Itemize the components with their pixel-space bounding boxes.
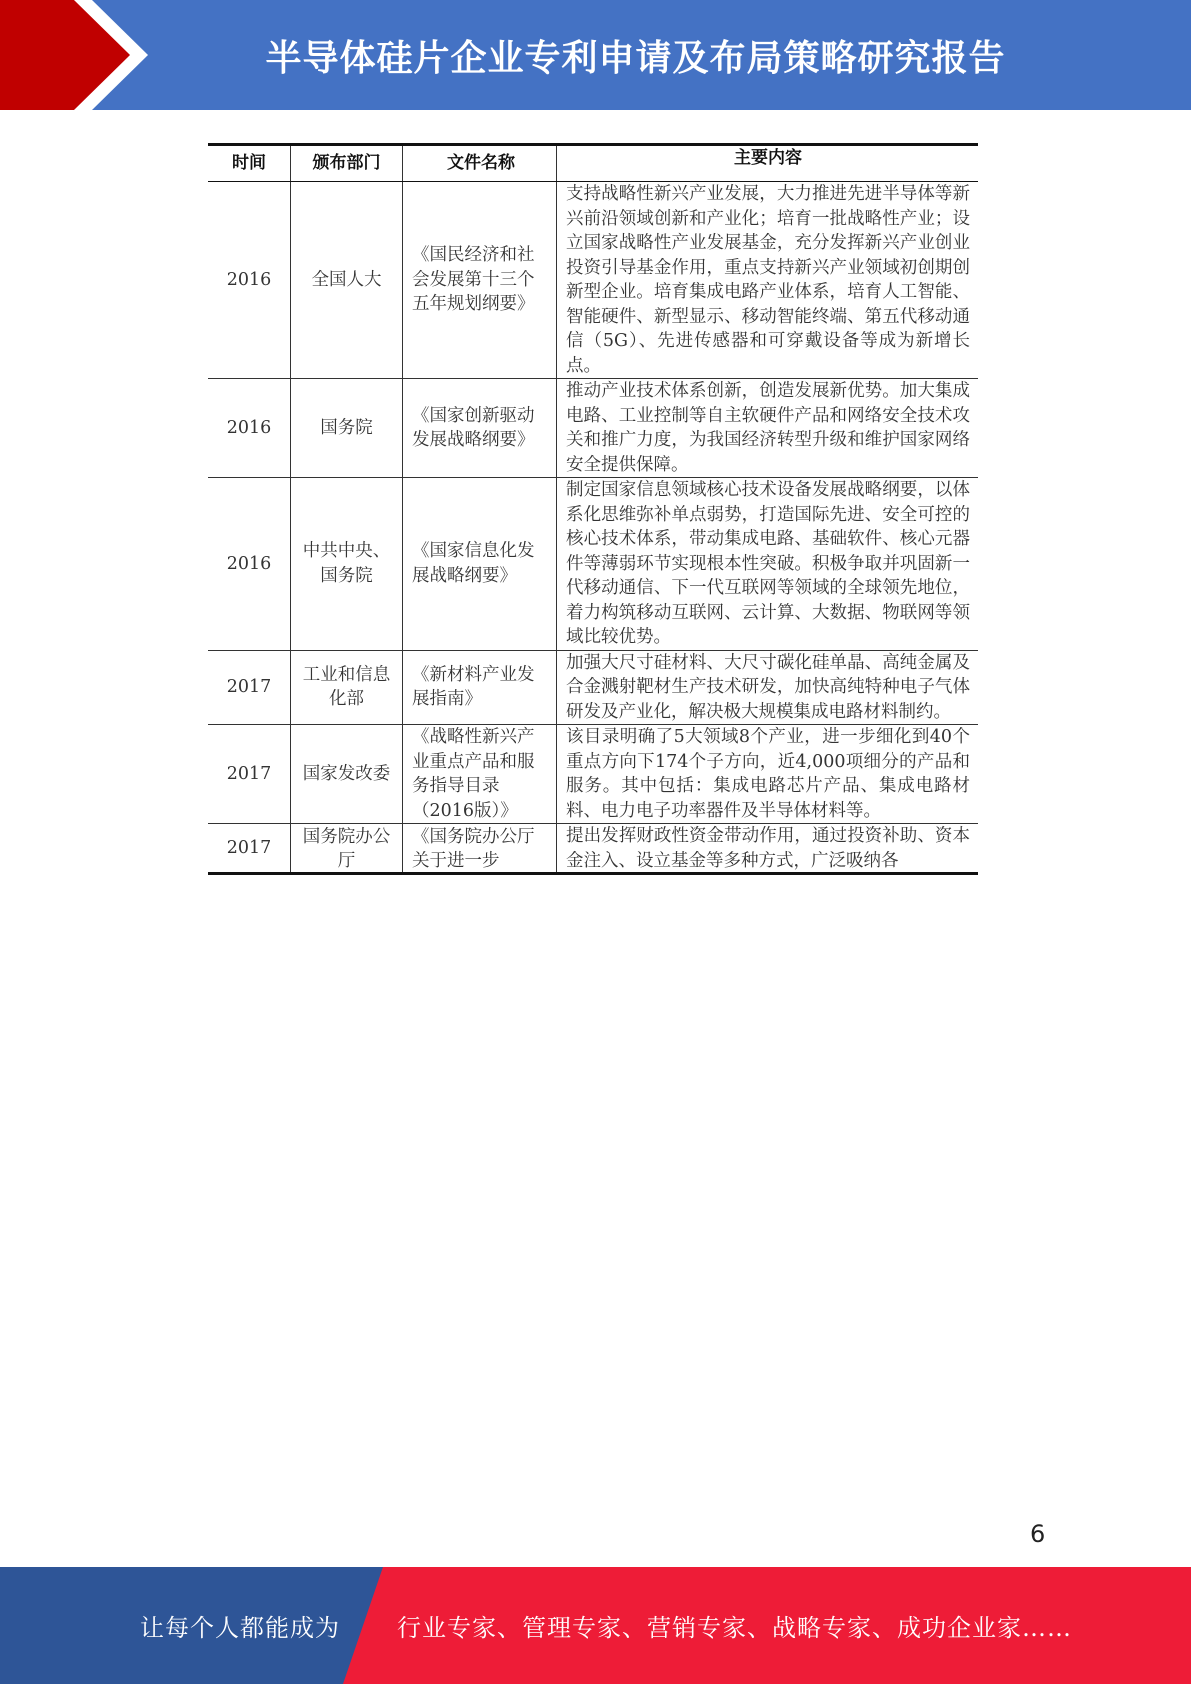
row-content-text: 提出发挥财政性资金带动作用，通过投资补助、资本金注入、设立基金等多种方式，广泛吸纳各	[566, 826, 970, 871]
row-document	[403, 824, 557, 874]
row-year: 2017	[208, 725, 291, 824]
row-department	[291, 824, 403, 874]
report-title: 半导体硅片企业专利申请及布局策略研究报告	[265, 37, 1006, 79]
table-row	[208, 650, 978, 725]
row-content: 该目录明确了5大领域8个产业，进一步细化到40个重点方向下174个子方向，近4,000项细分的产品和服务。其中包括：集成电路芯片产品、集成电路材料、电力电子功率器件及半导体材料等。	[557, 725, 979, 824]
row-year: 2016	[208, 478, 291, 651]
policy-table	[208, 143, 978, 875]
page-number: 6	[1030, 1520, 1046, 1548]
table-row	[208, 182, 978, 379]
footer-banner	[0, 1567, 1191, 1684]
table-row	[208, 824, 978, 874]
row-year: 2016	[208, 379, 291, 478]
header-time: 时间	[208, 145, 291, 182]
row-department: 国家发改委	[291, 725, 403, 824]
header-content: 主要内容	[557, 145, 979, 182]
row-document: 《新材料产业发展指南》	[403, 650, 557, 725]
header-banner	[0, 0, 1191, 110]
row-department: 国务院	[291, 379, 403, 478]
row-document: 《战略性新兴产业重点产品和服务指导目录（2016版）》	[403, 725, 557, 824]
footer-slogan-right: 行业专家、管理专家、营销专家、战略专家、成功企业家……	[397, 1614, 1072, 1642]
row-document: 《国家信息化发展战略纲要》	[403, 478, 557, 651]
row-document-text: 《国务院办公厅关于进一步	[412, 826, 535, 871]
row-year: 2016	[208, 182, 291, 379]
row-content: 支持战略性新兴产业发展，大力推进先进半导体等新兴前沿领域创新和产业化；培育一批战略性产业；设立国家战略性产业发展基金，充分发挥新兴产业创业投资引导基金作用，重点支持新兴产业领域初创期创新型企业。培育集成电路产业体系，培育人工智能、智能硬件、新型显示、移动智能终端、第五代移动通信（5G）、先进传感器和可穿戴设备等成为新增长点。	[557, 182, 979, 379]
row-content	[557, 824, 979, 874]
row-department: 工业和信息化部	[291, 650, 403, 725]
footer-slogan-left: 让每个人都能成为	[140, 1614, 340, 1642]
table-header-row	[208, 145, 978, 182]
header-document: 文件名称	[403, 145, 557, 182]
row-content: 推动产业技术体系创新，创造发展新优势。加大集成电路、工业控制等自主软硬件产品和网络安全技术攻关和推广力度，为我国经济转型升级和维护国家网络安全提供保障。	[557, 379, 979, 478]
row-content: 加强大尺寸硅材料、大尺寸碳化硅单晶、高纯金属及合金溅射靶材生产技术研发，加快高纯特种电子气体研发及产业化，解决极大规模集成电路材料制约。	[557, 650, 979, 725]
table-row	[208, 478, 978, 651]
header-department: 颁布部门	[291, 145, 403, 182]
row-year: 2017	[208, 650, 291, 725]
table-row	[208, 379, 978, 478]
row-department: 全国人大	[291, 182, 403, 379]
row-document: 《国家创新驱动发展战略纲要》	[403, 379, 557, 478]
row-content: 制定国家信息领域核心技术设备发展战略纲要，以体系化思维弥补单点弱势，打造国际先进、安全可控的核心技术体系，带动集成电路、基础软件、核心元器件等薄弱环节实现根本性突破。积极争取并巩固新一代移动通信、下一代互联网等领域的全球领先地位，着力构筑移动互联网、云计算、大数据、物联网等领域比较优势。	[557, 478, 979, 651]
row-department: 中共中央、国务院	[291, 478, 403, 651]
header-arrow-decoration	[0, 0, 160, 110]
table-row	[208, 725, 978, 824]
row-department-text: 国务院办公厅	[302, 826, 391, 871]
row-document: 《国民经济和社会发展第十三个五年规划纲要》	[403, 182, 557, 379]
row-year: 2017	[208, 824, 291, 874]
